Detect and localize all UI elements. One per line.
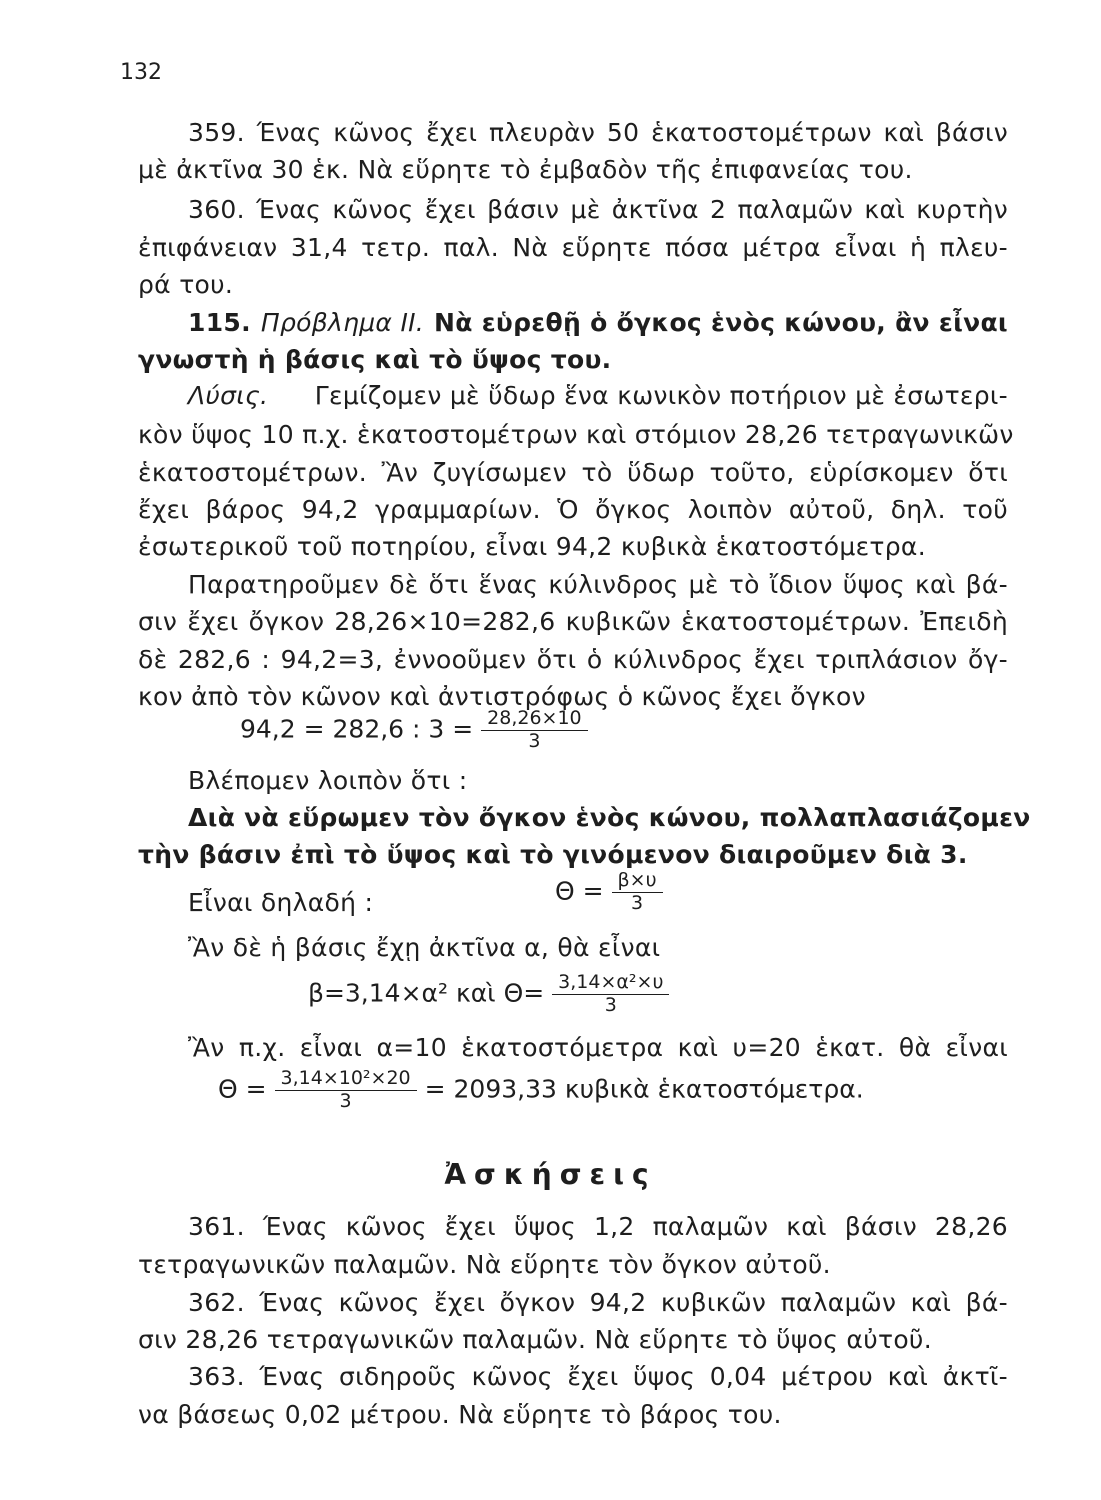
problem-number: 115.	[188, 308, 251, 337]
radius-condition-line: Ἂν δὲ ἡ βάσις ἔχῃ ἀκτῖνα α, θὰ εἶναι	[188, 933, 661, 962]
exercise-362-line-2: σιν 28,26 τετραγωνικῶν παλαμῶν. Νὰ εὕρητε τὸ ὕψος αὐτοῦ.	[138, 1325, 932, 1354]
solution-line-3: ἑκατοστομέτρων. Ἂν ζυγίσωμεν τὸ ὕδωρ τοῦτο, εὑρίσκομεν ὅτι	[138, 458, 1008, 487]
exercise-360-line-3: ρά του.	[138, 270, 234, 299]
exercise-359-line-2: μὲ ἀκτῖνα 30 ἑκ. Νὰ εὕρητε τὸ ἐμβαδὸν τῆς ἐπιφανείας του.	[138, 155, 913, 184]
fraction-numerator: 28,26×10	[481, 708, 588, 731]
solution-line-5: ἐσωτερικοῦ τοῦ ποτηρίου, εἶναι 94,2 κυβικὰ ἑκατοστόμετρα.	[138, 532, 926, 561]
equation-radius-formula	[308, 972, 669, 1017]
we-see-line: Βλέπομεν λοιπὸν ὅτι :	[188, 766, 468, 795]
exercise-360-line-2: ἐπιφάνειαν 31,4 τετρ. παλ. Νὰ εὕρητε πόσα μέτρα εἶναι ἡ πλευ-	[138, 233, 1008, 262]
equation-volume-formula	[555, 870, 663, 915]
namely-label: Εἶναι δηλαδή :	[188, 888, 374, 917]
solution-line-1	[188, 381, 1008, 410]
fraction-denominator: 3	[604, 993, 617, 1016]
observation-line-2: σιν ἔχει ὄγκον 28,26×10=282,6 κυβικῶν ἑκατοστομέτρων. Ἐπειδὴ	[138, 607, 1008, 636]
observation-line-3: δὲ 282,6 : 94,2=3, ἐννοοῦμεν ὅτι ὁ κύλινδρος ἔχει τριπλάσιον ὄγ-	[138, 645, 1008, 674]
fraction-numerator: 3,14×10²×20	[275, 1068, 417, 1091]
page-number: 132	[120, 60, 162, 85]
exercise-360-line-1: 360. Ένας κῶνος ἔχει βάσιν μὲ ἀκτῖνα 2 παλαμῶν καὶ κυρτὴν	[188, 195, 1008, 224]
problem-statement-start: Νὰ εὑρεθῇ ὁ ὄγκος ἑνὸς κώνου, ἂν εἶναι	[434, 308, 1008, 337]
exercise-363-line-2: να βάσεως 0,02 μέτρου. Νὰ εὕρητε τὸ βάρος του.	[138, 1400, 782, 1429]
numeric-example-line: Ἂν π.χ. εἶναι α=10 ἑκατοστόμετρα καὶ υ=20 ἑκατ. θὰ εἶναι	[188, 1033, 1008, 1062]
fraction-denominator: 3	[339, 1089, 352, 1112]
fraction-denominator: 3	[631, 891, 644, 914]
solution-line-4: ἔχει βάρος 94,2 γραμμαρίων. Ὁ ὄγκος λοιπὸν αὐτοῦ, δηλ. τοῦ	[138, 495, 1008, 524]
rule-line-2: τὴν βάσιν ἐπὶ τὸ ὕψος καὶ τὸ γινόμενον διαιροῦμεν διὰ 3.	[138, 840, 968, 869]
observation-line-4: κον ἀπὸ τὸν κῶνον καὶ ἀντιστρόφως ὁ κῶνος ἔχει ὄγκον	[138, 682, 866, 711]
equation-fraction	[612, 870, 663, 915]
equation-fraction	[552, 972, 669, 1017]
equation-fraction	[275, 1068, 417, 1113]
equation-lhs: β=3,14×α² καὶ Θ=	[308, 978, 545, 1008]
exercises-heading: Ἀσκήσεις	[444, 1158, 657, 1191]
solution-label: Λύσις.	[188, 381, 269, 410]
equation-cone-volume-example	[240, 708, 588, 753]
fraction-numerator: β×υ	[612, 870, 663, 893]
problem-label: Πρόβλημα ΙΙ.	[260, 308, 425, 337]
equation-numeric-result	[218, 1068, 864, 1113]
equation-lhs: Θ =	[555, 876, 604, 906]
problem-115-title	[188, 308, 1008, 337]
problem-statement-end: γνωστὴ ἡ βάσις καὶ τὸ ὕψος του.	[138, 345, 612, 374]
exercise-363-line-1: 363. Ένας σιδηροῦς κῶνος ἔχει ὕψος 0,04 μέτρου καὶ ἀκτῖ-	[188, 1362, 1008, 1391]
solution-line-2: κὸν ὕψος 10 π.χ. ἑκατοστομέτρων καὶ στόμιον 28,26 τετραγωνικῶν	[138, 420, 1014, 449]
observation-line-1: Παρατηροῦμεν δὲ ὅτι ἕνας κύλινδρος μὲ τὸ ἴδιον ὕψος καὶ βά-	[188, 570, 1008, 599]
exercise-359-line-1: 359. Ένας κῶνος ἔχει πλευρὰν 50 ἑκατοστομέτρων καὶ βάσιν	[188, 118, 1008, 147]
fraction-numerator: 3,14×α²×υ	[552, 972, 669, 995]
equation-rhs: = 2093,33 κυβικὰ ἑκατοστόμετρα.	[424, 1074, 864, 1104]
exercise-362-line-1: 362. Ένας κῶνος ἔχει ὄγκον 94,2 κυβικῶν παλαμῶν καὶ βά-	[188, 1288, 1008, 1317]
fraction-denominator: 3	[528, 729, 541, 752]
exercise-361-line-1: 361. Ένας κῶνος ἔχει ὕψος 1,2 παλαμῶν καὶ βάσιν 28,26	[188, 1212, 1008, 1241]
exercise-361-line-2: τετραγωνικῶν παλαμῶν. Νὰ εὕρητε τὸν ὄγκον αὐτοῦ.	[138, 1250, 831, 1279]
rule-line-1: Διὰ νὰ εὕρωμεν τὸν ὄγκον ἑνὸς κώνου, πολλαπλασιάζομεν	[188, 803, 1031, 832]
solution-text: Γεμίζομεν μὲ ὕδωρ ἕνα κωνικὸν ποτήριον μὲ ἐσωτερι-	[314, 381, 1008, 410]
equation-lhs: 94,2 = 282,6 : 3 =	[240, 714, 474, 744]
equation-lhs: Θ =	[218, 1074, 267, 1104]
equation-fraction	[481, 708, 588, 753]
